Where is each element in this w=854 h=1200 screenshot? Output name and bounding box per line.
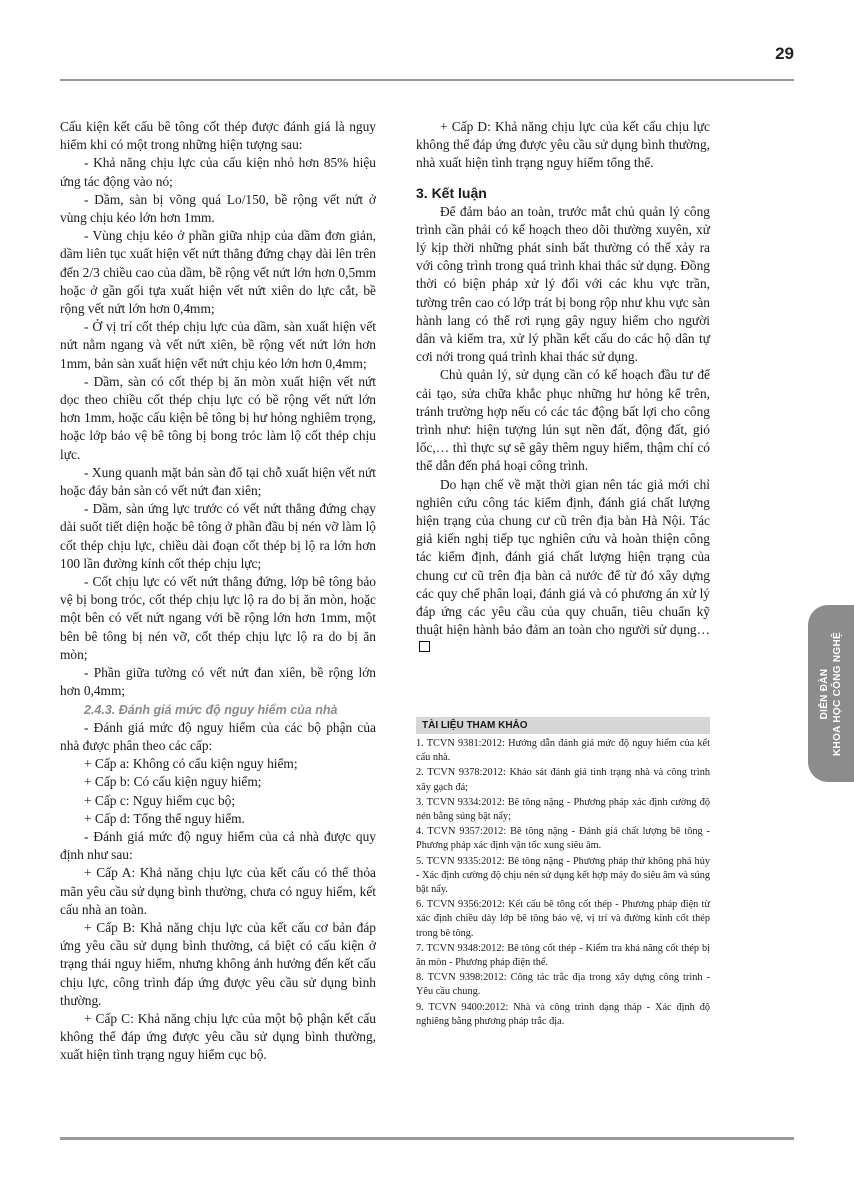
reference-item: 4. TCVN 9357:2012: Bê tông nặng - Đánh giá chất lượng bê tông - Phương pháp xác định vận tốc xung siêu âm.: [416, 826, 710, 852]
paragraph: - Dầm, sàn bị võng quá Lo/150, bề rộng vết nứt ở vùng chịu kéo lớn hơn 1mm.: [60, 191, 376, 226]
left-column: [60, 118, 376, 1065]
paragraph: - Cốt chịu lực có vết nứt thẳng đứng, lớp bê tông bảo vệ bị bong tróc, cốt thép chịu lực lộ ra do bị ăn mòn, hoặc một bên có vết nứt ngang với bề rộng lớn hơn 1mm, một bên bê tông bị nén vỡ, cốt thép chịu lực lộ ra do bị ăn mòn;: [60, 574, 376, 662]
paragraph: - Vùng chịu kéo ở phần giữa nhịp của dầm đơn giản, dầm liên tục xuất hiện vết nứt thẳng đứng chạy dài lên trên đến 2/3 chiều cao của dầm, bề rộng vết nứt lớn hơn 0,5mm hoặc ở gần gối tựa xuất hiện vết nứt xiên do lực cắt, bề rộng vết nứt lớn hơn 0,4mm;: [60, 228, 376, 317]
left-column-paragraphs: [60, 118, 376, 701]
header-rule: [60, 79, 794, 81]
section-side-tab: [808, 605, 854, 782]
reference-item: 6. TCVN 9356:2012: Kết cấu bê tông cốt thép - Phương pháp điện từ xác định chiều dày lớp bê tông bảo vệ, vị trí và đường kính cốt thép trong bê tông.: [416, 899, 710, 939]
end-mark-icon: [419, 641, 430, 652]
paragraph: + Cấp C: Khả năng chịu lực của một bộ phận kết cấu không thể đáp ứng được yêu cầu sử dụng bình thường, xuất hiện tình trạng nguy hiểm cục bộ.: [60, 1010, 376, 1063]
right-column-paragraphs: [416, 118, 710, 173]
paragraph: - Khả năng chịu lực của cấu kiện nhỏ hơn 85% hiệu ứng tác động vào nó;: [60, 155, 376, 189]
paragraph: - Dầm, sàn có cốt thép bị ăn mòn xuất hiện vết nứt dọc theo chiều cốt thép chịu lực có bề rộng vết nứt lớn hơn 1mm, hoặc cấu kiện bê tông bị hư hỏng nghiêm trọng, hoặc lớp bảo vệ bê tông bị bong tróc làm lộ cốt thép chịu lực.: [60, 373, 376, 462]
paragraph: - Dầm, sàn ứng lực trước có vết nứt thẳng đứng chạy dài suốt tiết diện hoặc bê tông ở phần đầu bị nén vỡ làm lộ cốt thép chịu lực, chiều dài đoạn cốt thép bị lộ ra lớn hơn 100 lần đường kính cốt thép chịu lực;: [60, 501, 376, 571]
reference-item: 8. TCVN 9398:2012: Công tác trắc địa trong xây dựng công trình - Yêu cầu chung.: [416, 972, 710, 998]
reference-item: 1. TCVN 9381:2012: Hướng dẫn đánh giá mức độ nguy hiểm của kết cấu nhà.: [416, 738, 710, 764]
paragraph: - Ở vị trí cốt thép chịu lực của dầm, sàn xuất hiện vết nứt nằm ngang và vết nứt xiên, bề rộng vết nứt lớn hơn 1mm, bản sàn xuất hiện vết nứt chịu kéo lớn hơn 0,4mm;: [60, 319, 376, 371]
references-title: TÀI LIỆU THAM KHẢO: [416, 717, 710, 734]
reference-item: 2. TCVN 9378:2012: Khảo sát đánh giá tình trạng nhà và công trình xây gạch đá;: [416, 767, 710, 793]
paragraph: Chủ quản lý, sử dụng cần có kế hoạch đầu tư để cải tạo, sửa chữa khắc phục những hư hỏng kể trên, tránh trường hợp nếu có các tác động bất lợi cho công trình như: hiện tượng lún sụt nền đất, động đất, gió lốc,… thì thực sự sẽ gây thêm nguy hiểm, thậm chí có thể dẫn đến phá hoại công trình.: [416, 367, 710, 474]
paragraph: Do hạn chế về mặt thời gian nên tác giả mới chỉ nghiên cứu công tác kiểm định, đánh giá chất lượng hiện trạng của chung cư cũ trên địa bàn Hà Nội. Tác giả kiến nghị tiếp tục nghiên cứu và hoàn thiện công tác kiểm định, đánh giá chất lượng hiện trạng của chung cư cũ trên địa bàn cả nước để từ đó xây dựng các quy chế phân loại, đánh giá và có phương án xử lý đáp ứng các yêu cầu của quy chuẩn, tiêu chuẩn kỹ thuật hiện hành bảo đảm an toàn cho người sử dụng…: [416, 476, 710, 658]
paragraph: + Cấp c: Nguy hiểm cục bộ;: [84, 792, 236, 808]
references-box: [416, 717, 710, 1030]
footer-rule: [60, 1137, 794, 1140]
section-heading-2-4-3: 2.4.3. Đánh giá mức độ nguy hiểm của nhà: [84, 702, 338, 717]
paragraph: - Phần giữa tường có vết nứt đan xiên, bề rộng lớn hơn 0,4mm;: [60, 665, 376, 699]
paragraph: + Cấp B: Khả năng chịu lực của kết cấu cơ bản đáp ứng yêu cầu sử dụng bình thường, cá biệt có cấu kiện ở trạng thái nguy hiểm, nhưng không ảnh hưởng đến kết cấu chịu lực, công trình đáp ứng được yêu cầu sử dụng bình thường.: [60, 919, 376, 1008]
paragraph: - Đánh giá mức độ nguy hiểm của cả nhà được quy định như sau:: [60, 828, 376, 863]
page-number: 29: [775, 44, 794, 63]
paragraph: + Cấp A: Khả năng chịu lực của kết cấu có thể thỏa mãn yêu cầu sử dụng bình thường, chưa có nguy hiểm, kết cấu nhà an toàn.: [60, 865, 376, 917]
paragraph: + Cấp b: Có cấu kiện nguy hiểm;: [84, 774, 262, 790]
side-tab-line-2: KHOA HỌC CÔNG NGHỆ: [832, 631, 843, 756]
right-column: [416, 118, 710, 658]
references-list: [416, 737, 710, 1029]
paragraph: + Cấp a: Không có cấu kiện nguy hiểm;: [84, 756, 298, 772]
paragraph: Để đảm bảo an toàn, trước mắt chủ quản lý công trình cần phải có kế hoạch theo dõi thường xuyên, xử lý kịp thời những phát sinh bất thường có thể xảy ra với công trình trong quá trình khai thác sử dụng. Đồng thời có biện pháp xử lý đối với các khu vực trần, tường trên cao có lớp trát bị bong rộp như khu vực sàn hành lang có thể rơi rụng gây nguy hiểm cho người dân và kiểm tra, xử lý phần kết cấu do các hộ dân tự cơi nới trong quá trình khai thác sử dụng.: [416, 203, 710, 365]
reference-item: 7. TCVN 9348:2012: Bê tông cốt thép - Kiểm tra khả năng cốt thép bị ăn mòn - Phương pháp điện thế.: [416, 942, 710, 969]
paragraph: + Cấp d: Tổng thể nguy hiểm.: [84, 810, 245, 826]
paragraph: Cấu kiện kết cấu bê tông cốt thép được đánh giá là nguy hiểm khi có một trong những hiện tượng sau:: [60, 119, 376, 153]
paragraph: + Cấp D: Khả năng chịu lực của kết cấu chịu lực không thể đáp ứng được yêu cầu sử dụng bình thường, nhà xuất hiện tình trạng nguy hiểm tổng thể.: [416, 119, 710, 171]
reference-item: 9. TCVN 9400:2012: Nhà và công trình dạng tháp - Xác định độ nghiêng bằng phương pháp trắc địa.: [416, 1001, 710, 1027]
reference-item: 3. TCVN 9334:2012: Bê tông nặng - Phương pháp xác định cường độ nén bằng súng bật nẩy;: [416, 796, 710, 823]
paragraph: - Đánh giá mức độ nguy hiểm của các bộ phận của nhà được phân theo các cấp:: [60, 719, 376, 753]
side-tab-line-1: DIỄN ĐÀN: [819, 668, 830, 719]
conclusion-paragraphs: [416, 203, 710, 658]
side-tab-label: [818, 632, 844, 756]
left-column-paragraphs-after: [60, 719, 376, 1065]
section-heading-conclusion: 3. Kết luận: [416, 184, 487, 201]
paragraph: - Xung quanh mặt bản sàn đổ tại chỗ xuất hiện vết nứt hoặc đáy bản sàn có vết nứt đan xiên;: [60, 464, 376, 499]
reference-item: 5. TCVN 9335:2012: Bê tông nặng - Phương pháp thử không phá hủy - Xác định cường độ chịu nén sử dụng kết hợp máy đo siêu âm và súng bật nẩy.: [416, 855, 710, 896]
